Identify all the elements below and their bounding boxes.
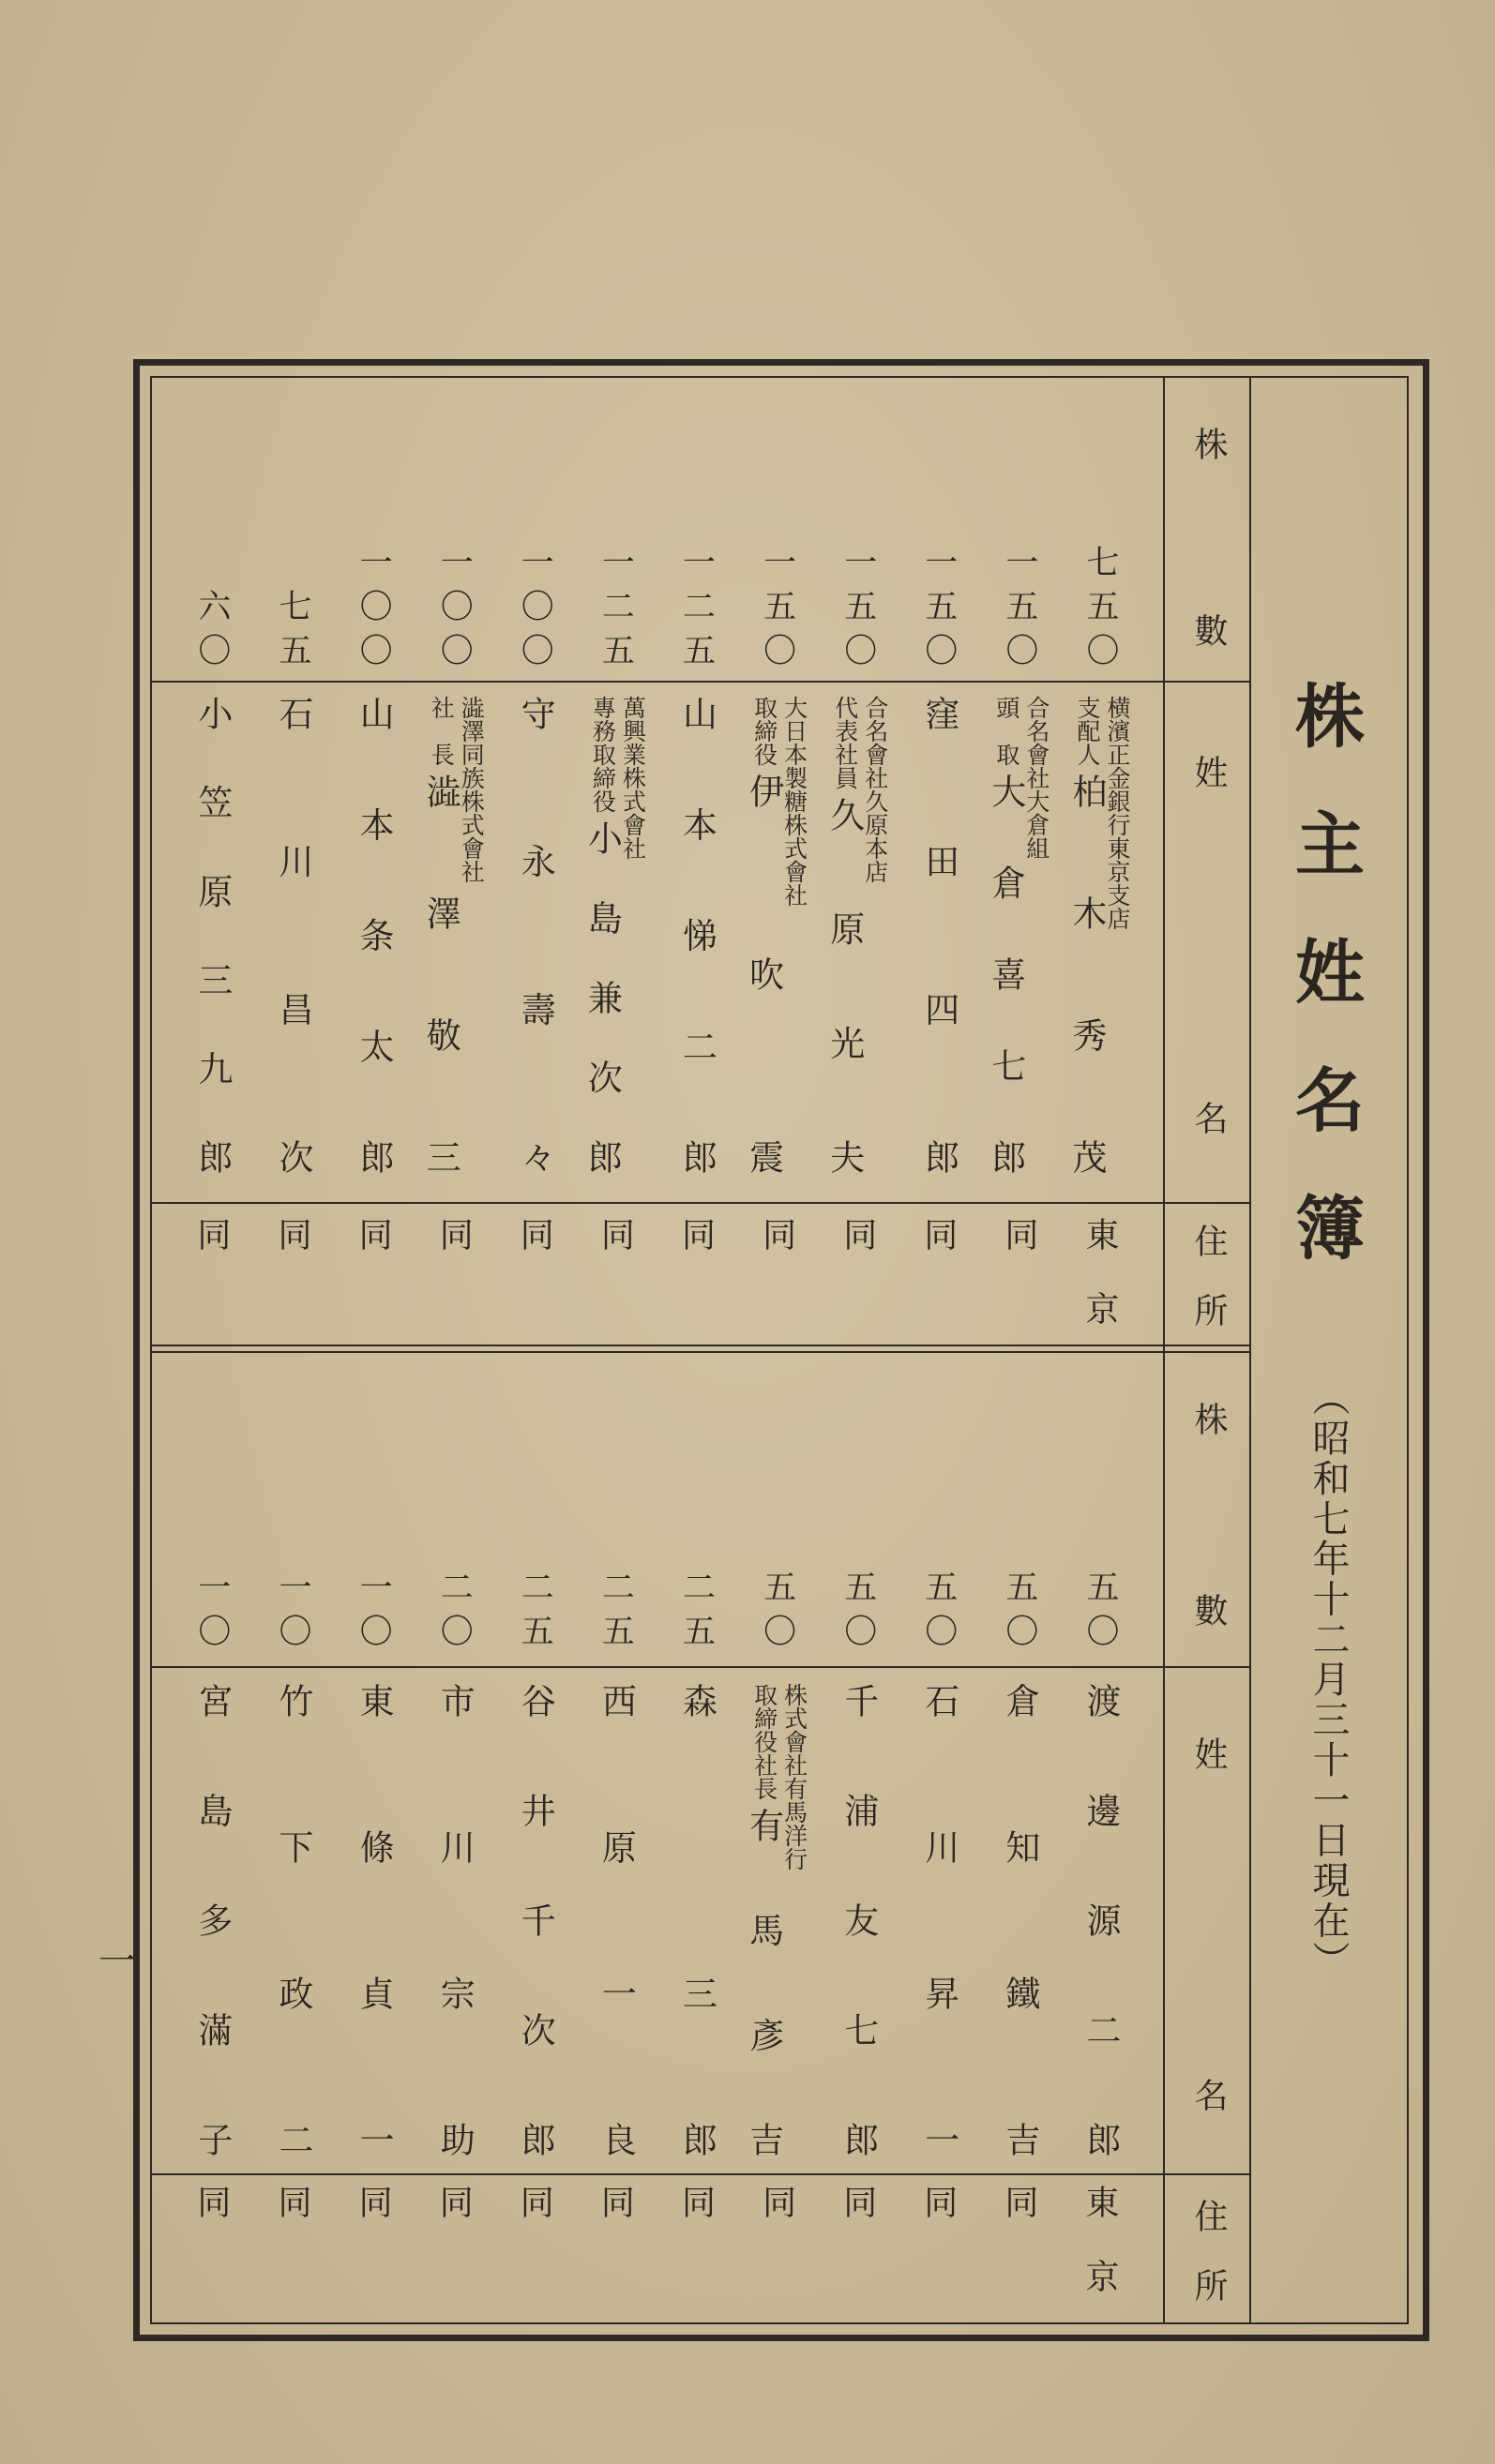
- frame-inner-right: [1407, 376, 1409, 2324]
- shareholder-name: 有馬彥吉: [743, 1808, 784, 2156]
- shareholder-name: 山本条太郎: [354, 696, 395, 1174]
- shareholder-entry: [899, 1683, 978, 2156]
- shareholder-entry: [1061, 1683, 1140, 2156]
- address: 同: [273, 1217, 311, 1251]
- as-of-date: （昭和七年十二月三十一日現在）: [1306, 1378, 1350, 1978]
- header-shares-top: 株數: [1189, 427, 1228, 647]
- address: 東京: [1080, 1217, 1119, 1325]
- shareholder-entry: [738, 696, 817, 1174]
- shareholder-entry: [899, 696, 978, 1174]
- frame-outer-bottom: [133, 2335, 1429, 2341]
- shareholder-entry: [334, 696, 413, 1174]
- address: 同: [757, 1217, 796, 1251]
- address: 同: [515, 1217, 554, 1251]
- shareholder-entry: [576, 1683, 655, 2156]
- share-count: 五〇: [1000, 1570, 1038, 1658]
- address: 同: [434, 1217, 474, 1251]
- name-line: [354, 1683, 393, 2156]
- shareholder-entry: [576, 696, 655, 1174]
- frame-outer-right: [1423, 359, 1429, 2341]
- shareholder-entry: [415, 1683, 493, 2156]
- shareholder-entry: [334, 1683, 413, 2156]
- address: 同: [273, 2185, 311, 2218]
- header-shares-bottom: 株數: [1189, 1402, 1228, 1627]
- address: 同: [999, 1217, 1038, 1251]
- shareholder-entry: [495, 696, 574, 1174]
- share-count: 五〇: [919, 1570, 958, 1658]
- shareholder-name: 東條貞一: [354, 1683, 395, 2156]
- role-title: 專務取締役: [589, 696, 617, 813]
- frame-outer-left: [133, 359, 140, 2341]
- address: 同: [676, 1217, 716, 1251]
- shareholder-name: 森 三郎: [676, 1683, 717, 2156]
- share-count: 一〇〇: [516, 545, 554, 677]
- shareholder-name: 小島兼次郎: [581, 820, 623, 1174]
- address: 同: [354, 2185, 393, 2218]
- shareholder-name: 柏木秀茂: [1066, 774, 1107, 1174]
- share-count: 七五〇: [1081, 545, 1119, 677]
- header-address-bottom: 住所: [1189, 2199, 1228, 2302]
- share-count: 一五〇: [919, 545, 958, 677]
- shareholder-entry: [819, 696, 898, 1174]
- role-title: 代表社員: [831, 696, 859, 789]
- name-line: [273, 1683, 312, 2156]
- share-count: 二五: [677, 1570, 716, 1658]
- name-line: [354, 696, 393, 1174]
- address: 同: [838, 2185, 877, 2218]
- name-line: [192, 696, 232, 1174]
- share-count: 一〇: [274, 1570, 311, 1658]
- shareholder-name: 守永壽々: [515, 696, 556, 1174]
- share-count: 一二五: [596, 545, 635, 677]
- header-name-top: 姓名: [1189, 755, 1228, 1134]
- shareholder-entry: [980, 1683, 1059, 2156]
- share-count: 一〇: [355, 1570, 393, 1658]
- bottom-shares-rule: [150, 1666, 1249, 1668]
- header-column-left-rule: [1163, 376, 1165, 2324]
- shareholder-name: 宮島多滿子: [191, 1683, 233, 2156]
- header-name-bottom: 姓名: [1189, 1736, 1228, 2111]
- frame-inner-left: [150, 376, 152, 2324]
- shareholder-entry: [173, 1683, 251, 2156]
- name-line: [515, 1683, 554, 2156]
- share-count: 一五〇: [1000, 545, 1038, 677]
- header-address-top: 住所: [1189, 1224, 1228, 1327]
- half-divider-rule-2: [150, 1351, 1249, 1353]
- share-count: 一〇〇: [355, 545, 393, 677]
- shareholder-name: 市川宗助: [434, 1683, 476, 2156]
- name-line: [273, 696, 312, 1174]
- shareholder-name: 倉知鐵吉: [999, 1683, 1040, 2156]
- address: 同: [596, 1217, 635, 1251]
- name-line: [677, 696, 717, 1174]
- bottom-name-rule: [150, 2173, 1249, 2175]
- share-count: 五〇: [838, 1570, 877, 1658]
- shareholder-entry: [819, 1683, 898, 2156]
- share-count: 一二五: [677, 545, 716, 677]
- top-shares-rule: [150, 681, 1249, 683]
- shareholder-entry: [253, 1683, 332, 2156]
- shareholder-entry: [415, 696, 493, 1174]
- affiliation: 株式會社有馬洋行: [780, 1683, 808, 1871]
- name-line: [192, 1683, 232, 2156]
- affiliation: 萬興業株式會社: [619, 696, 647, 860]
- address: 同: [354, 1217, 393, 1251]
- page-title: 株主姓名簿: [1284, 680, 1365, 1261]
- share-count: 六〇: [192, 589, 231, 677]
- affiliation: 合名會社大倉組: [1022, 696, 1050, 860]
- address: 同: [676, 2185, 716, 2218]
- shareholder-entry: [657, 1683, 736, 2156]
- affiliation: 澁澤同族株式會社: [458, 696, 486, 883]
- share-count: 二五: [516, 1570, 554, 1658]
- share-count: 二五: [596, 1570, 635, 1658]
- name-line: [596, 1683, 635, 2156]
- name-line: [919, 1683, 959, 2156]
- affiliation: 合名會社久原本店: [861, 696, 889, 883]
- shareholder-entry: [495, 1683, 574, 2156]
- shareholder-name: 窪田四郎: [918, 696, 959, 1174]
- shareholder-entry: [253, 696, 332, 1174]
- shareholder-entry: [738, 1683, 817, 2156]
- shareholder-name: 大倉喜七郎: [985, 774, 1026, 1174]
- shareholder-name: 石川昌次: [273, 696, 313, 1174]
- address: 東京: [1080, 2185, 1119, 2292]
- share-count: 二〇: [435, 1570, 474, 1658]
- shareholder-name: 西原一良: [596, 1683, 637, 2156]
- address: 同: [757, 2185, 796, 2218]
- name-line: [515, 696, 554, 1174]
- name-line: [1000, 1683, 1039, 2156]
- address: 同: [999, 2185, 1038, 2218]
- role-title: 社 長: [428, 696, 456, 766]
- shareholder-name: 小笠原三九郎: [191, 696, 233, 1174]
- share-count: 一〇: [192, 1570, 231, 1658]
- role-title: 取締役: [750, 696, 778, 766]
- name-line: [919, 696, 959, 1174]
- name-line: [434, 1683, 474, 2156]
- role-title: 支配人: [1074, 696, 1101, 766]
- address: 同: [838, 1217, 877, 1251]
- name-line: [677, 1683, 717, 2156]
- frame-inner-top: [150, 376, 1409, 378]
- address: 同: [918, 2185, 958, 2218]
- header-column-right-rule: [1249, 376, 1251, 2324]
- address: 同: [596, 2185, 635, 2218]
- shareholder-name: 石川昇一: [918, 1683, 959, 2156]
- address: 同: [434, 2185, 474, 2218]
- shareholder-entry: [657, 696, 736, 1174]
- name-line: [838, 1683, 878, 2156]
- top-name-rule: [150, 1202, 1249, 1204]
- shareholder-name: 澁澤敬三: [420, 774, 461, 1174]
- page-number: 一: [98, 1940, 136, 1983]
- address: 同: [191, 1217, 231, 1251]
- name-line: [1080, 1683, 1120, 2156]
- shareholder-name: 谷井千次郎: [515, 1683, 556, 2156]
- role-title: 頭 取: [992, 696, 1020, 766]
- half-divider-rule: [150, 1345, 1249, 1346]
- shareholder-name: 山本悌二郎: [676, 696, 717, 1174]
- shareholder-entry: [1061, 696, 1140, 1174]
- address: 同: [918, 1217, 958, 1251]
- share-count: 五〇: [758, 1570, 796, 1658]
- shareholder-entry: [980, 696, 1059, 1174]
- share-count: 一〇〇: [435, 545, 474, 677]
- share-count: 一五〇: [758, 545, 796, 677]
- affiliation: 横濱正金銀行東京支店: [1104, 696, 1131, 930]
- shareholder-name: 千浦友七郎: [838, 1683, 879, 2156]
- address: 同: [515, 2185, 554, 2218]
- shareholder-name: 伊吹震: [743, 774, 784, 1174]
- shareholder-entry: [173, 696, 251, 1174]
- role-title: 取締役社長: [750, 1683, 778, 1800]
- share-count: 七五: [274, 589, 311, 677]
- frame-outer-top: [133, 359, 1429, 366]
- shareholder-name: 竹下政二: [273, 1683, 313, 2156]
- shareholder-name: 渡邊源二郎: [1080, 1683, 1121, 2156]
- frame-inner-bottom: [150, 2322, 1409, 2324]
- affiliation: 大日本製糖株式會社: [780, 696, 808, 907]
- shareholder-name: 久原光夫: [823, 797, 865, 1174]
- share-count: 一五〇: [838, 545, 877, 677]
- address: 同: [191, 2185, 231, 2218]
- share-count: 五〇: [1081, 1570, 1119, 1658]
